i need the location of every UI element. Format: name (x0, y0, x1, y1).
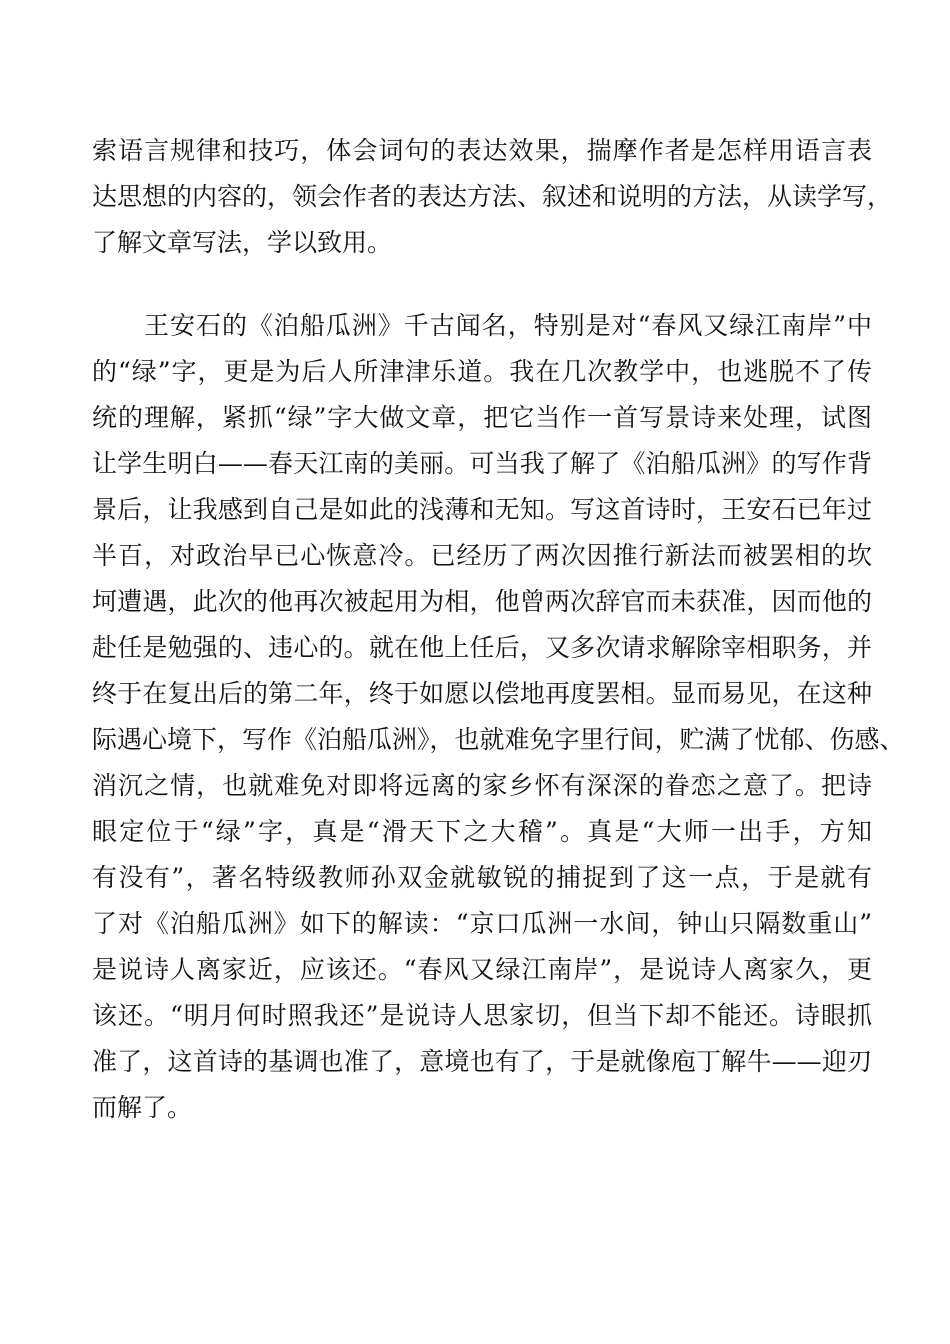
text-line: 王安石的《泊船瓜洲》千古闻名，特别是对“春风又绿江南岸”中 (144, 311, 872, 340)
text-line: 该还。“明月何时照我还”是说诗人思家切，但当下却不能还。诗眼抓 (92, 1001, 872, 1030)
paragraph-continued (92, 128, 893, 266)
text-line: 半百，对政治早已心恢意冷。已经历了两次因推行新法而被罢相的坎 (92, 541, 872, 570)
text-line: 景后，让我感到自己是如此的浅薄和无知。写这首诗时，王安石已年过 (92, 495, 872, 524)
text-line: 让学生明白——春天江南的美丽。可当我了解了《泊船瓜洲》的写作背 (92, 449, 872, 478)
text-line: 了解文章写法，学以致用。 (92, 228, 393, 257)
paragraph-main (92, 303, 905, 1131)
text-line: 眼定位于“绿”字，真是“滑天下之大稽”。真是“大师一出手，方知 (92, 817, 872, 846)
text-line: 统的理解，紧抓“绿”字大做文章，把它当作一首写景诗来处理，试图 (92, 403, 872, 432)
text-line: 准了，这首诗的基调也准了，意境也有了，于是就像庖丁解牛——迎刃 (92, 1047, 872, 1076)
text-line: 达思想的内容的，领会作者的表达方法、叙述和说明的方法，从读学写， (92, 182, 893, 211)
text-line: 索语言规律和技巧，体会词句的表达效果，揣摩作者是怎样用语言表 (92, 136, 872, 165)
text-line: 有没有”，著名特级教师孙双金就敏锐的捕捉到了这一点，于是就有 (92, 863, 872, 892)
text-line: 终于在复出后的第二年，终于如愿以偿地再度罢相。显而易见，在这种 (92, 679, 872, 708)
text-line: 赴任是勉强的、违心的。就在他上任后，又多次请求解除宰相职务，并 (92, 633, 872, 662)
text-line: 消沉之情，也就难免对即将远离的家乡怀有深深的眷恋之意了。把诗 (92, 771, 872, 800)
text-line: 坷遭遇，此次的他再次被起用为相，他曾两次辞官而未获准，因而他的 (92, 587, 872, 616)
text-line: 际遇心境下，写作《泊船瓜洲》，也就难免字里行间，贮满了忧郁、伤感、 (92, 725, 905, 754)
text-line: 是说诗人离家近，应该还。“春风又绿江南岸”，是说诗人离家久，更 (92, 955, 872, 984)
text-line: 而解了。 (92, 1093, 193, 1122)
text-line: 了对《泊船瓜洲》如下的解读：“京口瓜洲一水间，钟山只隔数重山” (92, 909, 872, 938)
text-line: 的“绿”字，更是为后人所津津乐道。我在几次教学中，也逃脱不了传 (92, 357, 872, 386)
